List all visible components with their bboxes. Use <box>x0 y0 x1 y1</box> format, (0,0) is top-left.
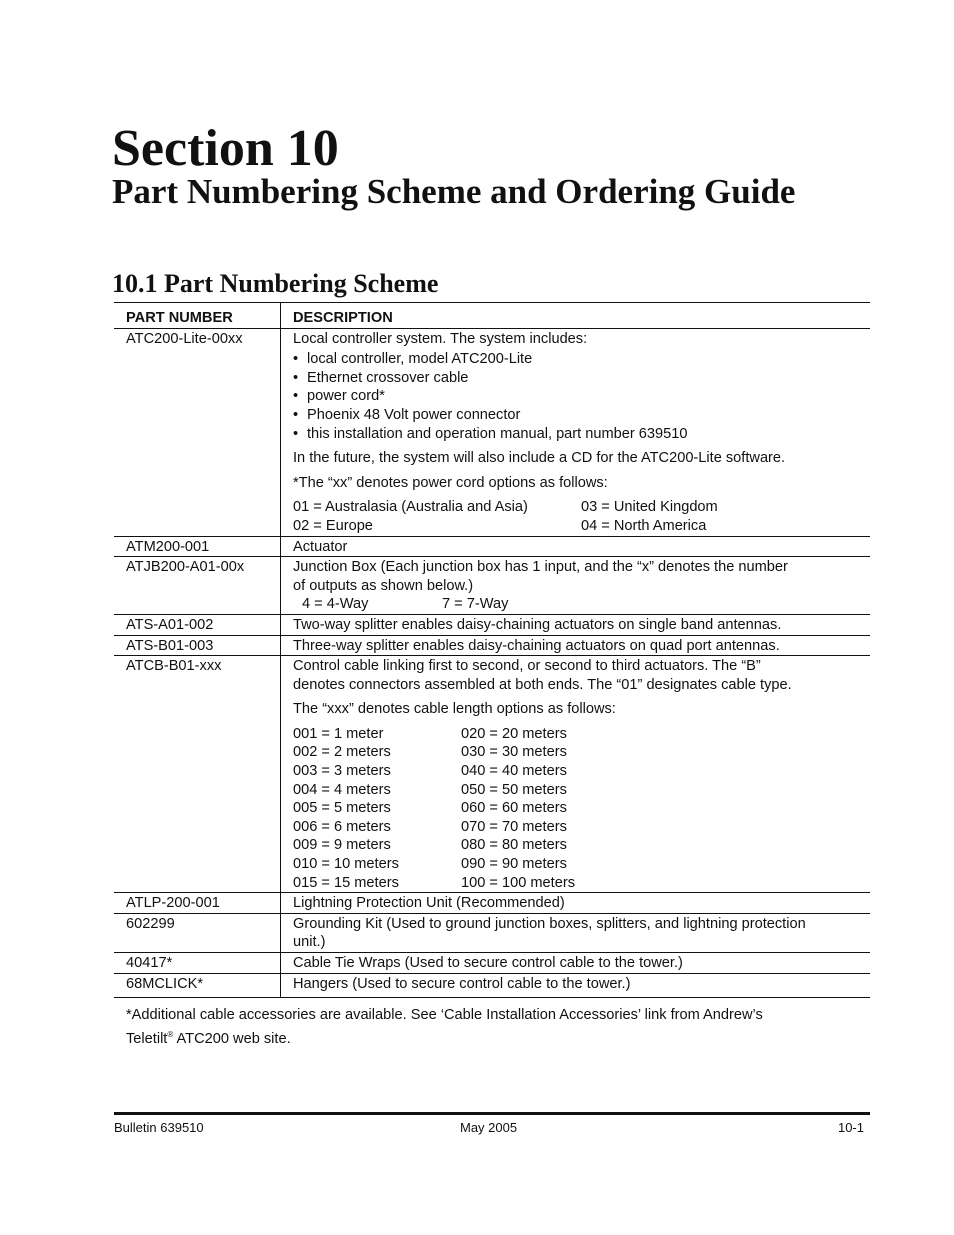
publication-date: May 2005 <box>460 1120 518 1135</box>
option-item: 080 = 80 meters <box>461 837 567 854</box>
description-text: Control cable linking first to second, or second to third actuators. The “B” <box>293 658 761 675</box>
option-item: 03 = United Kingdom <box>581 499 718 516</box>
part-numbering-table <box>114 302 870 998</box>
table-row <box>114 913 870 952</box>
option-item: 001 = 1 meter <box>293 725 384 742</box>
part-number-cell: ATS-B01-003 <box>114 635 281 656</box>
table-row <box>114 973 870 998</box>
description-text: of outputs as shown below.) <box>293 577 474 594</box>
option-item: 002 = 2 meters <box>293 744 391 761</box>
footnote <box>126 1006 826 1049</box>
description-cell: Two-way splitter enables daisy-chaining actuators on single band antennas. <box>293 616 782 633</box>
power-cord-note: *The “xx” denotes power cord options as follows: <box>293 474 608 491</box>
part-number-cell: 68MCLICK* <box>114 973 281 998</box>
list-item: • power cord* <box>293 387 862 406</box>
option-item: 030 = 30 meters <box>461 744 567 761</box>
option-item: 090 = 90 meters <box>461 856 567 873</box>
description-text: Grounding Kit (Used to ground junction boxes, splitters, and lightning protection <box>293 915 806 932</box>
description-text: Local controller system. The system includes: <box>293 330 588 347</box>
option-item: 02 = Europe <box>293 517 373 534</box>
part-number-cell: ATCB-B01-xxx <box>114 656 281 893</box>
description-cell <box>281 328 871 536</box>
section-title: Section 10 <box>112 120 339 177</box>
table-row <box>114 893 870 914</box>
description-cell <box>281 557 871 615</box>
option-item: 070 = 70 meters <box>461 818 567 835</box>
part-number-cell: ATS-A01-002 <box>114 614 281 635</box>
list-item: • this installation and operation manual, part number 639510 <box>293 425 862 444</box>
part-number-header: PART NUMBER <box>114 303 281 329</box>
future-note: In the future, the system will also include a CD for the ATC200-Lite software. <box>293 450 786 467</box>
list-item: • Ethernet crossover cable <box>293 369 862 388</box>
table-row <box>114 536 870 557</box>
table-header-row <box>114 303 870 329</box>
option-item: 060 = 60 meters <box>461 800 567 817</box>
description-cell: Lightning Protection Unit (Recommended) <box>293 895 565 912</box>
option-item: 7 = 7-Way <box>442 596 509 613</box>
part-number-cell: ATC200-Lite-00xx <box>114 328 281 536</box>
part-number-cell: ATLP-200-001 <box>114 893 281 914</box>
description-cell <box>281 656 871 893</box>
footnote-line: ATC200 web site. <box>173 1030 291 1047</box>
cable-length-note: The “xxx” denotes cable length options as follows: <box>293 701 616 718</box>
list-item: • Phoenix 48 Volt power connector <box>293 406 862 425</box>
description-cell: Cable Tie Wraps (Used to secure control cable to the tower.) <box>293 955 683 971</box>
description-text: Junction Box (Each junction box has 1 input, and the “x” denotes the number <box>293 559 788 576</box>
registered-mark: ® <box>167 1030 174 1039</box>
option-item: 015 = 15 meters <box>293 874 399 891</box>
part-number-cell: ATM200-001 <box>114 536 281 557</box>
cable-length-options <box>293 725 862 892</box>
brand-name: Teletilt <box>126 1030 168 1047</box>
list-item: • local controller, model ATC200-Lite <box>293 350 862 369</box>
option-item: 005 = 5 meters <box>293 800 391 817</box>
part-number-cell: 602299 <box>114 913 281 952</box>
table-row <box>114 953 870 974</box>
description-cell: Three-way splitter enables daisy-chaining actuators on quad port antennas. <box>293 637 780 654</box>
option-item: 01 = Australasia (Australia and Asia) <box>293 499 528 516</box>
option-item: 100 = 100 meters <box>461 874 575 891</box>
part-number-cell: ATJB200-A01-00x <box>114 557 281 615</box>
option-item: 006 = 6 meters <box>293 818 391 835</box>
subsection-title: 10.1 Part Numbering Scheme <box>112 269 439 298</box>
option-item: 003 = 3 meters <box>293 763 391 780</box>
page-number: 10-1 <box>837 1120 864 1135</box>
description-text: denotes connectors assembled at both ends. The “01” designates cable type. <box>293 676 792 693</box>
power-cord-options <box>293 498 862 535</box>
option-item: 004 = 4 meters <box>293 781 391 798</box>
footer-rule <box>114 1112 870 1115</box>
description-cell <box>281 913 871 952</box>
description-cell: Hangers (Used to secure control cable to the tower.) <box>293 975 631 992</box>
footnote-line: *Additional cable accessories are available. See ‘Cable Installation Accessories’ link from Andrew’s <box>126 1007 763 1023</box>
description-text: unit.) <box>293 934 326 951</box>
bulletin-number: Bulletin 639510 <box>114 1120 204 1135</box>
option-item: 010 = 10 meters <box>293 856 399 873</box>
table-row <box>114 557 870 615</box>
option-item: 04 = North America <box>581 517 707 534</box>
part-number-cell: 40417* <box>114 953 281 974</box>
table-row <box>114 614 870 635</box>
option-item: 050 = 50 meters <box>461 781 567 798</box>
table-row <box>114 328 870 536</box>
table-row <box>114 656 870 893</box>
option-item: 040 = 40 meters <box>461 763 567 780</box>
table-row <box>114 635 870 656</box>
chapter-title: Part Numbering Scheme and Ordering Guide <box>112 172 796 211</box>
option-item: 009 = 9 meters <box>293 837 391 854</box>
description-cell: Actuator <box>293 538 348 555</box>
junction-options <box>293 595 862 614</box>
includes-list <box>293 350 862 443</box>
option-item: 4 = 4-Way <box>302 596 369 613</box>
option-item: 020 = 20 meters <box>461 725 567 742</box>
description-header: DESCRIPTION <box>281 303 871 329</box>
